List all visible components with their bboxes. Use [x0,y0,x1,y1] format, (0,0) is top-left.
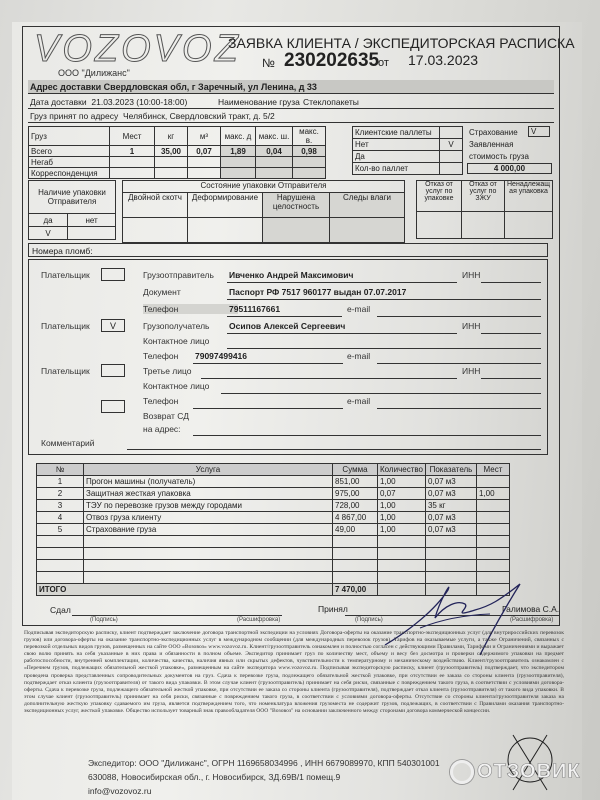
packaging-mark-row [29,227,116,240]
state-title: Состояние упаковки Отправителя [123,181,405,193]
state-col: Следы влаги [330,193,405,218]
otzovik-logo-icon [450,760,474,784]
state-cell [188,218,263,243]
pallet-label: Клиентские паллеты [353,127,440,139]
accepted-signature-caption: (Подпись) [355,617,383,623]
packaging-presence-table [28,180,116,240]
service-cell: 1,00 [476,488,509,500]
service-cell [84,536,333,548]
receiver-email-label: e-mail [347,351,371,361]
accepted-name: Галимова С.А. [502,604,560,614]
phone-line [193,363,343,364]
service-cell: Защитная жесткая упаковка [84,488,333,500]
state-cell [263,218,330,243]
refusal-cell [462,212,505,239]
service-cell: 1 [37,476,84,488]
service-cell [476,524,509,536]
service-cell: 1,00 [378,524,426,536]
service-cell: ТЭУ по перевозке грузов между городами [84,500,333,512]
refusal-header-row [417,181,553,212]
accepted-label: Принял [318,604,348,614]
service-cell [378,536,426,548]
cargo-cell [256,157,293,168]
state-header-row [123,193,405,218]
pallet-label: Кол-во паллет [353,163,440,175]
service-cell: 1,00 [378,476,426,488]
cargo-cell: 1 [110,146,155,157]
document-number: 230202635 [284,50,380,71]
packaging-title [29,181,116,214]
contact-line [227,348,541,349]
service-cell: 4 867,00 [333,512,378,524]
pallet-label: Нет [353,139,440,151]
declared-value-label-1: Заявленная [469,140,514,149]
service-cell [37,560,84,572]
service-cell [425,548,476,560]
service-cell [378,548,426,560]
refusals-table [416,180,553,239]
sender-phone-label: Телефон [143,304,238,314]
email-line [377,408,541,409]
service-cell [333,560,378,572]
empty-row [37,548,510,560]
service-cell [333,536,378,548]
delivery-date-value: 21.03.2023 (10:00-18:00) [91,97,188,107]
pallet-row [353,163,463,175]
inn-line [481,333,541,334]
third-party-label: Третье лицо [143,366,192,376]
packaging-title-line: Наличие упаковки [38,188,106,197]
packaging-choice-row [29,214,116,227]
cargo-cell [110,168,155,179]
payer-receiver-checkbox[interactable]: V [101,319,125,332]
gave-signature-caption: (Подпись) [90,617,118,623]
legal-terms: Подписывая экспедиторскую расписку, клиент подтверждает заключение договора транспортной экспедиции на условиях Договора-оферты на оказание транспортно-экспедиционных услуг (для внутрироссийских перевозок грузов) или договора-оферты на оказание транспортно-экспедиционных услуг в международном сообщении (для международных перевозок грузов), Тарифов на оказываемые услуги, а также Ограничений, связанных с перевозкой отдельных видов грузов, размещенных на сайте ООО «Возовоз» www.vozovoz.ru. Клиент/грузоотправитель ознакомлен и полностью согласен с действующими Правилами, Тарифами и Ограничениями и выражает свою волю принять на себя указанные в них права и обязанности в полном объеме. Экспедитор принимает груз по количеству мест, объему и весу без досмотра и проверки содержимого упаковки на предмет работоспособности, внутренней комплектации, количества, качества, наличия явных или скрытых дефектов, чувствительности к температурному и механическому воздействию. Клиент/грузоотправитель ознакомлен с «Перечнем грузов, подлежащих обязательной жесткой упаковке», размещенным на сайте экспедитора www.vozovoz.ru. Подписывая экспедиторскую расписку, клиент (грузоотправитель) подтверждает, что экспедитором проведена проверка представленных сопроводительных документов на груз. Сдача к перевозке груза, подлежащего обязательной жесткой упаковке, при отсутствии ее заказа со стороны клиента (грузоотправителя), подтверждает отказ клиента (грузоотправителя) от такого вида упаковки. В этом случае клиент (грузоотправитель) принимает на себя риски, связанные с повреждением такого груза, в соответствии с условиями договора-оферты. Сдача к перевозке груза, подлежащего обязательной жесткой упаковке, при отсутствии ее заказа со стороны клиента (грузоотправителя), подтверждает отказ клиента (грузоотправителя) от такого вида упаковки. В этом случае клиент (грузоотправитель) принимает на себя риски, связанные с повреждением такого груза, в соответствии с условиями договора-оферты. Отсутствие со стороны клиента/грузоотправителя заказа на дополнительную жесткую упаковку сдаваемого им груза, является подтверждением того, что номенклатура вложения грузоместа не содержит грузов, подлежащих, в соответствии с Правилами оказания транспортно-экспедиционных услуг, жесткой упаковке. Общество использует товарный знак правообладателя ООО "Возовоз" на основании заключенного между сторонами договора коммерческой концессии. [24,630,564,715]
gave-decode-caption: (Расшифровка) [237,617,281,623]
service-cell [333,548,378,560]
return-address-line [193,435,541,436]
receiver-phone-label: Телефон [143,351,179,361]
service-cell: 0,07 [378,488,426,500]
cargo-cell: 0,07 [188,146,221,157]
pallets-table [352,126,463,175]
delivery-date-label: Дата доставки [30,97,87,107]
inn-line [481,282,541,283]
service-cell: Страхование груза [84,524,333,536]
service-cell: Отвоз груза клиенту [84,512,333,524]
packaging-no-mark [68,227,116,240]
packaging-yes-label: да [29,214,68,227]
pallet-label: Да [353,151,440,163]
service-cell: 728,00 [333,500,378,512]
service-cell [476,536,509,548]
service-cell: 5 [37,524,84,536]
packaging-state-table [122,180,405,243]
contact-label: Контактное лицо [143,336,210,346]
cargo-name-value: Стеклопакеты [303,97,359,107]
document-date: 17.03.2023 [408,52,479,68]
state-col: Деформирование [188,193,263,218]
service-cell: 0,07 м3 [425,512,476,524]
seal-numbers: Номера пломб: [28,243,548,257]
payer-third-checkbox[interactable] [101,364,125,377]
sender-phone: 79511167661 [229,304,281,314]
cargo-header: макс. ш. [256,127,293,146]
footer-requisites: Экспедитор: ООО "Дилижанс", ОГРН 1169658034996 , ИНН 6679089970, КПП 540301001 [88,758,440,768]
service-cell: 1,00 [378,512,426,524]
service-cell: 3 [37,500,84,512]
service-cell: 0,07 м3 [425,524,476,536]
packaging-title-row [29,181,116,214]
sender-value: Ивченко Андрей Максимович [229,270,354,280]
cargo-cell: Корреспонденция [29,168,110,179]
receiver-label: Грузополучатель [143,321,210,331]
receiver-phone: 79097499416 [195,351,248,361]
insurance-label: Страхование [469,128,518,137]
document-title: ЗАЯВКА КЛИЕНТА / ЭКСПЕДИТОРСКАЯ РАСПИСКА [228,35,575,51]
contact-line [221,393,541,394]
cargo-header: макс. д [221,127,256,146]
cargo-cell [155,168,188,179]
refusal-cell [417,212,462,239]
gave-label: Сдал [50,605,71,615]
services-header-row [37,464,510,476]
pickup-label: Груз принят по адресу [30,111,119,121]
cargo-cell [188,168,221,179]
service-row [37,512,510,524]
cargo-table [28,126,326,179]
total-value: 7 470,00 [333,584,378,596]
declared-value-label-2: стоимость груза [469,152,529,161]
refusal-col: Отказ от услуг по ЗЖУ [462,181,505,212]
footer-email[interactable]: info@vozovoz.ru [88,786,152,796]
cargo-header: м³ [188,127,221,146]
service-cell [476,548,509,560]
payer-label: Плательщик [41,366,90,376]
inn-label: ИНН [462,321,481,331]
comment-line [127,449,541,450]
service-row [37,524,510,536]
cargo-cell: Негаб [29,157,110,168]
comment-label: Комментарий [41,438,95,448]
cargo-cell: 35,00 [155,146,188,157]
service-cell: 1,00 [378,500,426,512]
service-cell [37,548,84,560]
from-label: от [378,57,389,69]
services-header: Услуга [84,464,333,476]
pallet-mark [440,163,463,175]
pallet-row [353,139,463,151]
service-cell: 35 кг [425,500,476,512]
cargo-cell [155,157,188,168]
cargo-header: Груз [29,127,110,146]
sender-email-label: e-mail [347,304,371,314]
packaging-yes-mark: V [29,227,68,240]
vozovoz-logo: VOZOVOZ [34,28,241,70]
phone-line [193,408,343,409]
cargo-header-row [29,127,326,146]
cargo-cell [221,168,256,179]
services-header: Количество [378,464,426,476]
service-row [37,488,510,500]
cargo-cell: 1,89 [221,146,256,157]
footer-address: 630088, Новосибирская обл., г. Новосибирск, ЗД.69В/1 помещ.9 [88,772,341,782]
third-email-label: e-mail [347,396,371,406]
gave-signature-line [72,615,282,616]
cargo-row [29,157,326,168]
state-col: Двойной скотч [123,193,188,218]
parties-section [28,259,548,455]
service-cell [37,572,84,584]
state-cell [123,218,188,243]
accepted-decode-caption: (Расшифровка) [510,617,554,623]
service-cell: 0,07 м3 [425,488,476,500]
otzovik-watermark [450,760,581,784]
number-label: № [262,56,275,70]
third-phone-label: Телефон [143,396,179,406]
document-line [227,299,541,300]
email-line [377,316,541,317]
receiver-value: Осипов Алексей Сергеевич [229,321,346,331]
return-address-label: на адрес: [143,424,181,434]
inn-label: ИНН [462,366,481,376]
refusal-col: Ненадлежащ ая упаковка [505,181,553,212]
refusal-cell [505,212,553,239]
cargo-header: Мест [110,127,155,146]
pallet-mark: V [440,139,463,151]
service-row [37,500,510,512]
service-cell: 975,00 [333,488,378,500]
cargo-row [29,146,326,157]
document-label: Документ [143,287,181,297]
cargo-cell: 0,04 [256,146,293,157]
pickup-row [28,109,554,123]
service-cell: 2 [37,488,84,500]
inn-label: ИНН [462,270,481,280]
cargo-name-label: Наименование груза [218,97,300,107]
packaging-no-label: нет [68,214,116,227]
sender-line [227,282,457,283]
email-line [377,363,541,364]
return-docs-checkbox[interactable] [101,400,125,413]
payer-label: Плательщик [41,270,90,280]
refusal-value-row [417,212,553,239]
inn-line [481,378,541,379]
cargo-header: макс. в. [293,127,326,146]
cargo-cell [110,157,155,168]
service-cell: 49,00 [333,524,378,536]
state-cell [330,218,405,243]
company-name: ООО "Дилижанс" [58,68,130,78]
cargo-cell [293,157,326,168]
declared-value: 4 000,00 [467,163,552,174]
payer-sender-checkbox[interactable] [101,268,125,281]
state-title-row [123,181,405,193]
service-cell [476,476,509,488]
service-cell [476,500,509,512]
service-cell [476,512,509,524]
cargo-cell [256,168,293,179]
packaging-title-line: Отправителя [47,197,97,206]
empty-row [37,536,510,548]
service-cell: 4 [37,512,84,524]
document-value: Паспорт РФ 7517 960177 выдан 07.07.2017 [229,287,407,297]
footer [88,756,440,798]
service-cell [333,572,378,584]
cargo-header: кг [155,127,188,146]
service-cell [84,572,333,584]
state-col: Нарушена целостность [263,193,330,218]
service-cell [84,560,333,572]
pallet-row [353,127,463,139]
delivery-address: Адрес доставки Свердловская обл, г Заречный, ул Ленина, д 33 [28,80,554,94]
receiver-line [227,333,457,334]
delivery-date-row [28,95,554,109]
cargo-cell [293,168,326,179]
phone-line [227,316,342,317]
insurance-mark: V [528,126,550,137]
pallet-mark [440,151,463,163]
service-row [37,476,510,488]
service-cell [37,536,84,548]
cargo-cell [221,157,256,168]
refusal-col: Отказ от услуг по упаковке [417,181,462,212]
payer-label: Плательщик [41,321,90,331]
services-header: № [37,464,84,476]
sender-label: Грузоотправитель [143,270,214,280]
service-cell: 0,07 м3 [425,476,476,488]
otzovik-text: ОТЗОВИК [477,760,581,783]
third-party-line [201,378,457,379]
contact-label: Контактное лицо [143,381,210,391]
service-cell: 851,00 [333,476,378,488]
service-cell [425,536,476,548]
services-header: Сумма [333,464,378,476]
pallet-mark [440,127,463,139]
cargo-cell: Всего [29,146,110,157]
service-cell: Прогон машины (получатель) [84,476,333,488]
cargo-row [29,168,326,179]
services-header: Мест [476,464,509,476]
pallet-row [353,151,463,163]
state-value-row [123,218,405,243]
pickup-value: Челябинск, Свердловский тракт, д. 5/2 [122,111,275,121]
cargo-cell: 0,98 [293,146,326,157]
services-header: Показатель [425,464,476,476]
service-cell [84,548,333,560]
return-label: Возврат СД [143,411,189,421]
total-label: ИТОГО [37,584,333,596]
cargo-cell [188,157,221,168]
